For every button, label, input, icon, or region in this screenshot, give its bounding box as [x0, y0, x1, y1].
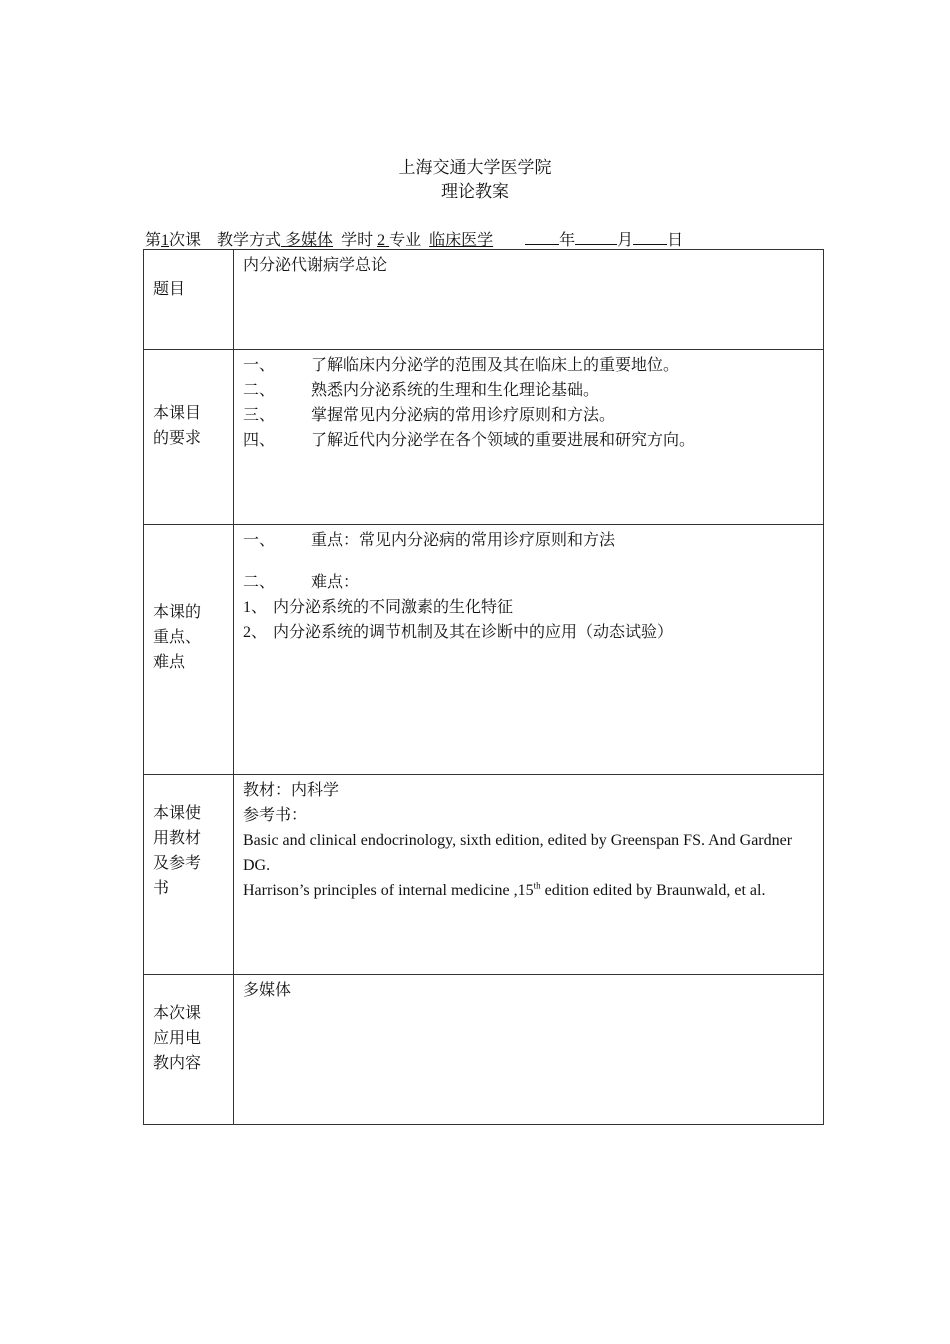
- media-cell: [234, 975, 824, 1125]
- month-blank: [575, 230, 617, 245]
- method-value: 多媒体: [285, 232, 334, 249]
- keypoints-label-cell: [144, 525, 234, 775]
- reference-item: Harrison’s principles of internal medicine ,15th edition edited by Braunwald, et al.: [243, 880, 766, 899]
- objective-item: 一、 了解临床内分泌学的范围及其在临床上的重要地位。: [243, 357, 680, 374]
- institution-title: 上海交通大学医学院: [398, 158, 552, 177]
- reference-item: Basic and clinical endocrinology, sixth edition, edited by Greenspan FS. And Gardner DG.: [243, 832, 793, 874]
- document-type-title: 理论教案: [441, 182, 509, 201]
- objectives-cell: [234, 350, 824, 525]
- topic-text: 内分泌代谢病学总论: [243, 257, 388, 274]
- objective-item: 四、 了解近代内分泌学在各个领域的重要进展和研究方向。: [243, 432, 696, 449]
- media-label: 本次课应用电教内容: [153, 1005, 202, 1072]
- difficult-point-heading: 二、 难点：: [243, 574, 360, 591]
- year-label: 年: [559, 232, 576, 249]
- lesson-suffix: 次课: [169, 232, 202, 249]
- month-label: 月: [617, 232, 634, 249]
- topic-row: [144, 250, 824, 350]
- lesson-number: 1: [161, 232, 170, 249]
- objectives-label: 本课目的要求: [153, 405, 202, 447]
- difficult-point-item: 2、 内分泌系统的调节机制及其在诊断中的应用（动态试验）: [243, 624, 674, 641]
- year-blank: [525, 230, 559, 245]
- objective-item: 二、 熟悉内分泌系统的生理和生化理论基础。: [243, 382, 600, 399]
- materials-cell: [234, 775, 824, 975]
- objectives-row: [144, 350, 824, 525]
- keypoints-row: [144, 525, 824, 775]
- major-value: 临床医学: [429, 232, 494, 249]
- textbook-line: 教材：内科学: [243, 782, 340, 799]
- topic-cell: [234, 250, 824, 350]
- hours-label: 学时: [341, 232, 374, 249]
- lesson-info-line: [145, 227, 683, 250]
- day-label: 日: [667, 232, 684, 249]
- media-row: [144, 975, 824, 1125]
- method-label: 教学方式: [217, 232, 282, 249]
- topic-label: 题目: [153, 281, 186, 298]
- media-text: 多媒体: [243, 982, 292, 999]
- topic-label-cell: [144, 250, 234, 350]
- materials-label-cell: [144, 775, 234, 975]
- objective-item: 三、 掌握常见内分泌病的常用诊疗原则和方法。: [243, 407, 616, 424]
- materials-label: 本课使用教材及参考书: [153, 805, 202, 897]
- lesson-plan-table: [143, 249, 824, 1125]
- difficult-point-item: 1、 内分泌系统的不同激素的生化特征: [243, 599, 514, 616]
- keypoints-cell: [234, 525, 824, 775]
- major-label: 专业: [389, 232, 422, 249]
- objectives-label-cell: [144, 350, 234, 525]
- keypoints-label: 本课的重点、难点: [153, 604, 202, 671]
- references-heading: 参考书：: [243, 807, 308, 824]
- media-label-cell: [144, 975, 234, 1125]
- hours-value: 2: [377, 232, 386, 249]
- key-point: 一、 重点：常见内分泌病的常用诊疗原则和方法: [243, 532, 616, 549]
- materials-row: [144, 775, 824, 975]
- day-blank: [633, 230, 667, 245]
- lesson-prefix: 第: [145, 232, 162, 249]
